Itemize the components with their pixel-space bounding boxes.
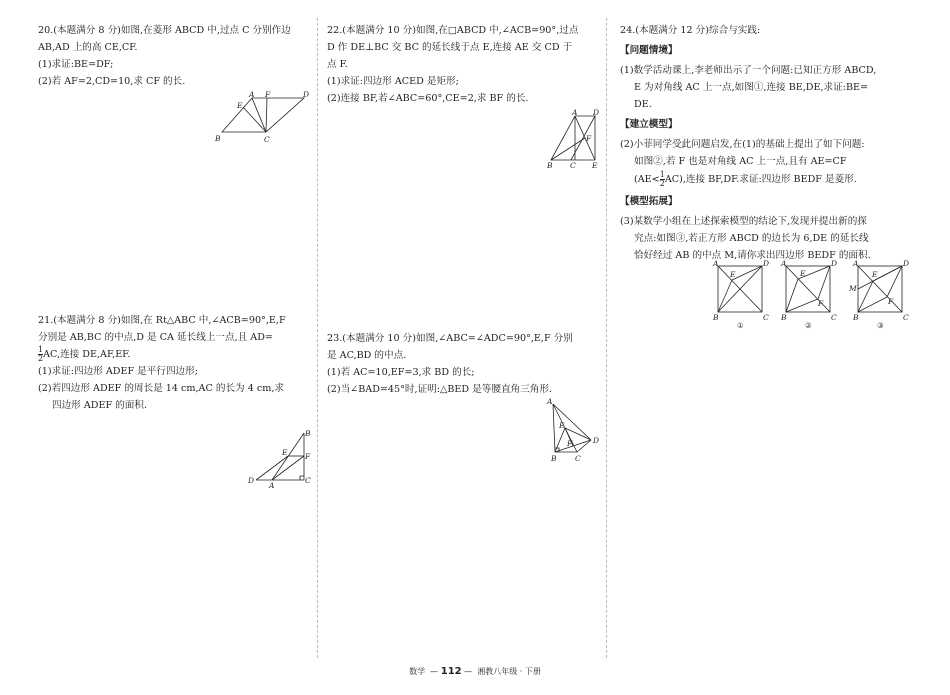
q22-label-a: A	[572, 108, 578, 117]
q23-label-d: D	[593, 436, 600, 445]
q24-fraction: $\frac{1}{2}$	[659, 170, 665, 188]
q24-s1-line1: (1)数学活动课上,李老师出示了一个问题:已知正方形 ABCD,	[620, 65, 877, 76]
q22-label-e: E	[592, 161, 598, 170]
q20-label-d: D	[303, 90, 310, 99]
q24-s1-line3: DE.	[634, 99, 652, 110]
question-23	[327, 330, 601, 398]
q22-part-2: (2)连接 BF,若∠ABC=60°,CE=2,求 BF 的长.	[327, 93, 529, 104]
column-divider-1	[317, 18, 318, 658]
q23-label-e: E	[559, 421, 565, 430]
q21-part-2a: (2)若四边形 ADEF 的周长是 14 cm,AC 的长为 4 cm,求	[38, 383, 284, 394]
q23-label-f: F	[567, 439, 573, 448]
q22-label-b: B	[547, 161, 553, 170]
q23-label-b: B	[551, 454, 557, 463]
fig1-label-c: C	[763, 313, 769, 322]
fig2-label-d: D	[831, 259, 838, 268]
q24-s2-line2: 如图②,若 F 也是对角线 AC 上一点,且有 AE=CF	[634, 156, 847, 167]
q21-stem-1: 21.(本题满分 8 分)如图,在 Rt△ABC 中,∠ACB=90°,E,F	[38, 315, 286, 326]
fig1-caption: ①	[737, 321, 744, 330]
q21-label-e: E	[282, 448, 288, 457]
q24-title: 24.(本题满分 12 分)综合与实践:	[620, 25, 761, 36]
q24-heading-problem: 【问题情境】	[620, 45, 678, 56]
q21-label-b: B	[305, 429, 311, 438]
q20-part-2: (2)若 AF=2,CD=10,求 CF 的长.	[38, 76, 186, 87]
q23-part-1: (1)若 AC=10,EF=3,求 BD 的长;	[327, 367, 475, 378]
q20-stem-2: AB,AD 上的高 CE,CF.	[38, 42, 138, 53]
page-number: 112	[440, 666, 462, 677]
fig2-label-f: F	[818, 299, 824, 308]
q20-label-e: E	[237, 101, 243, 110]
fig1-label-e: E	[730, 270, 736, 279]
q20-label-f: F	[265, 90, 271, 99]
fig3-caption: ③	[877, 321, 884, 330]
q22-stem-1: 22.(本题满分 10 分)如图,在□ABCD 中,∠ACB=90°,过点	[327, 25, 579, 36]
fig2-label-c: C	[831, 313, 837, 322]
q24-s2-line1: (2)小菲同学受此问题启发,在(1)的基础上提出了如下问题:	[620, 139, 865, 150]
q22-part-1: (1)求证:四边形 ACED 是矩形;	[327, 76, 459, 87]
q22-stem-2: D 作 DE⊥BC 交 BC 的延长线于点 E,连接 AE 交 CD 于	[327, 42, 573, 53]
q23-stem-1: 23.(本题满分 10 分)如图,∠ABC=∠ADC=90°,E,F 分别	[327, 333, 573, 344]
fig1-label-b: B	[713, 313, 719, 322]
q23-label-a: A	[547, 397, 553, 406]
q20-part-1: (1)求证:BE=DF;	[38, 59, 114, 70]
q24-s1-line2: E 为对角线 AC 上一点,如图①,连接 BE,DE,求证:BE=	[634, 82, 869, 93]
q21-label-c: C	[305, 476, 311, 485]
q22-stem-3: 点 F.	[327, 59, 348, 70]
q21-triangle-figure	[244, 425, 316, 495]
q21-part-2b: 四边形 ADEF 的面积.	[52, 400, 147, 411]
q22-label-c: C	[570, 161, 576, 170]
q23-label-c: C	[575, 454, 581, 463]
fig3-label-c: C	[903, 313, 909, 322]
q20-label-b: B	[215, 134, 221, 143]
question-22	[327, 22, 601, 107]
fig3-label-f: F	[888, 297, 894, 306]
q24-s3-line2: 究点:如图③,若正方形 ABCD 的边长为 6,DE 的延长线	[634, 233, 869, 244]
q20-label-a: A	[249, 90, 255, 99]
fig1-label-a: A	[713, 259, 719, 268]
q21-label-d: D	[248, 476, 255, 485]
fig2-label-a: A	[781, 259, 787, 268]
fig3-label-d: D	[903, 259, 910, 268]
q24-s2-line3: (AE< $\frac{1}{2}$ AC),连接 BF,DF.求证:四边形 BEDF 是菱形.	[634, 170, 857, 188]
q24-figure-3	[848, 258, 912, 334]
q21-part-1: (1)求证:四边形 ADEF 是平行四边形;	[38, 366, 198, 377]
q23-part-2: (2)当∠BAD=45°时,证明:△BED 是等腰直角三角形.	[327, 384, 552, 395]
fig1-label-d: D	[763, 259, 770, 268]
fig3-label-a: A	[853, 259, 859, 268]
q24-figure-1	[710, 258, 770, 334]
q20-label-c: C	[264, 135, 270, 144]
q20-rhombus-figure	[212, 90, 312, 150]
q21-stem-2: 分别是 AB,BC 的中点,D 是 CA 延长线上一点,且 AD=	[38, 332, 273, 343]
fig3-label-b: B	[853, 313, 859, 322]
question-20	[38, 22, 310, 90]
question-24	[620, 22, 912, 264]
question-21	[38, 312, 310, 414]
q21-label-f: F	[305, 452, 311, 461]
fig3-label-e: E	[872, 270, 878, 279]
fig3-label-m: M	[849, 284, 857, 293]
q24-s3-line3: 恰好经过 AB 的中点 M,请你求出四边形 BEDF 的面积.	[634, 250, 871, 261]
q21-label-a: A	[269, 481, 275, 490]
fig2-label-e: E	[800, 269, 806, 278]
page-footer: 数学 — 112 — 湘教八年级 · 下册	[409, 666, 541, 677]
q24-s3-line1: (3)某数学小组在上述探索模型的结论下,发现并提出新的探	[620, 216, 867, 227]
q22-label-d: D	[593, 108, 600, 117]
q20-stem-1: 20.(本题满分 8 分)如图,在菱形 ABCD 中,过点 C 分别作边	[38, 25, 291, 36]
q24-heading-extend: 【模型拓展】	[620, 196, 678, 207]
q21-stem-3: $\frac{1}{2}$ AC,连接 DE,AF,EF.	[38, 345, 131, 363]
fig2-caption: ②	[805, 321, 812, 330]
q24-figure-2	[778, 258, 838, 334]
q22-parallelogram-figure	[543, 108, 605, 174]
fig2-label-b: B	[781, 313, 787, 322]
q23-quadrilateral-figure	[545, 396, 605, 470]
q22-label-f: F	[586, 134, 592, 143]
q23-stem-2: 是 AC,BD 的中点.	[327, 350, 407, 361]
column-divider-2	[606, 18, 607, 658]
q21-fraction: $\frac{1}{2}$	[38, 345, 44, 363]
footer-subject: 数学	[409, 667, 426, 676]
footer-book: 湘教八年级 · 下册	[477, 667, 541, 676]
q24-heading-model: 【建立模型】	[620, 119, 678, 130]
